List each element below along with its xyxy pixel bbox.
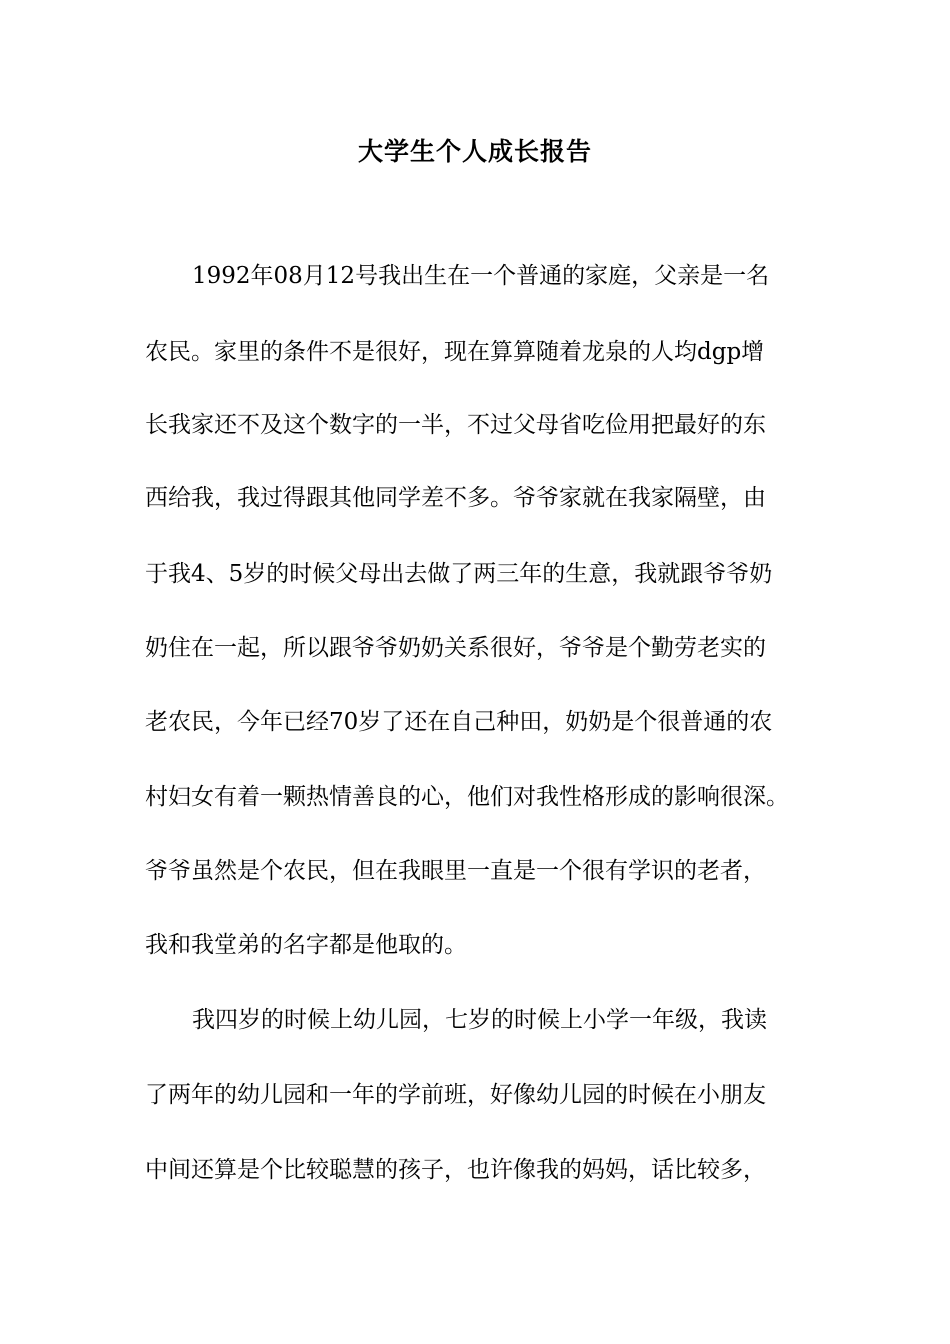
document-title: 大学生个人成长报告 — [357, 137, 592, 166]
paragraph-line: 奶住在一起，所以跟爷爷奶奶关系很好，爷爷是个勤劳老实的 — [145, 635, 766, 661]
paragraph-line: 于我4、5岁的时候父母出去做了两三年的生意，我就跟爷爷奶 — [145, 561, 773, 587]
paragraph-line: 我四岁的时候上幼儿园，七岁的时候上小学一年级，我读 — [192, 1007, 767, 1033]
paragraph-line: 我和我堂弟的名字都是他取的。 — [145, 932, 467, 958]
paragraph-line: 中间还算是个比较聪慧的孩子，也许像我的妈妈，话比较多， — [145, 1157, 766, 1183]
paragraph-line: 了两年的幼儿园和一年的学前班，好像幼儿园的时候在小朋友 — [145, 1082, 766, 1108]
paragraph-line: 老农民，今年已经70岁了还在自己种田，奶奶是个很普通的农 — [145, 709, 773, 735]
paragraph-line: 农民。家里的条件不是很好，现在算算随着龙泉的人均dgp增 — [145, 339, 765, 365]
paragraph-line: 1992年08月12号我出生在一个普通的家庭，父亲是一名 — [192, 263, 770, 289]
paragraph-line: 村妇女有着一颗热情善良的心，他们对我性格形成的影响很深。 — [145, 784, 789, 810]
paragraph-line: 长我家还不及这个数字的一半，不过父母省吃俭用把最好的东 — [145, 412, 766, 438]
paragraph-line: 西给我，我过得跟其他同学差不多。爷爷家就在我家隔壁，由 — [145, 485, 766, 511]
paragraph-line: 爷爷虽然是个农民，但在我眼里一直是一个很有学识的老者， — [145, 858, 766, 884]
